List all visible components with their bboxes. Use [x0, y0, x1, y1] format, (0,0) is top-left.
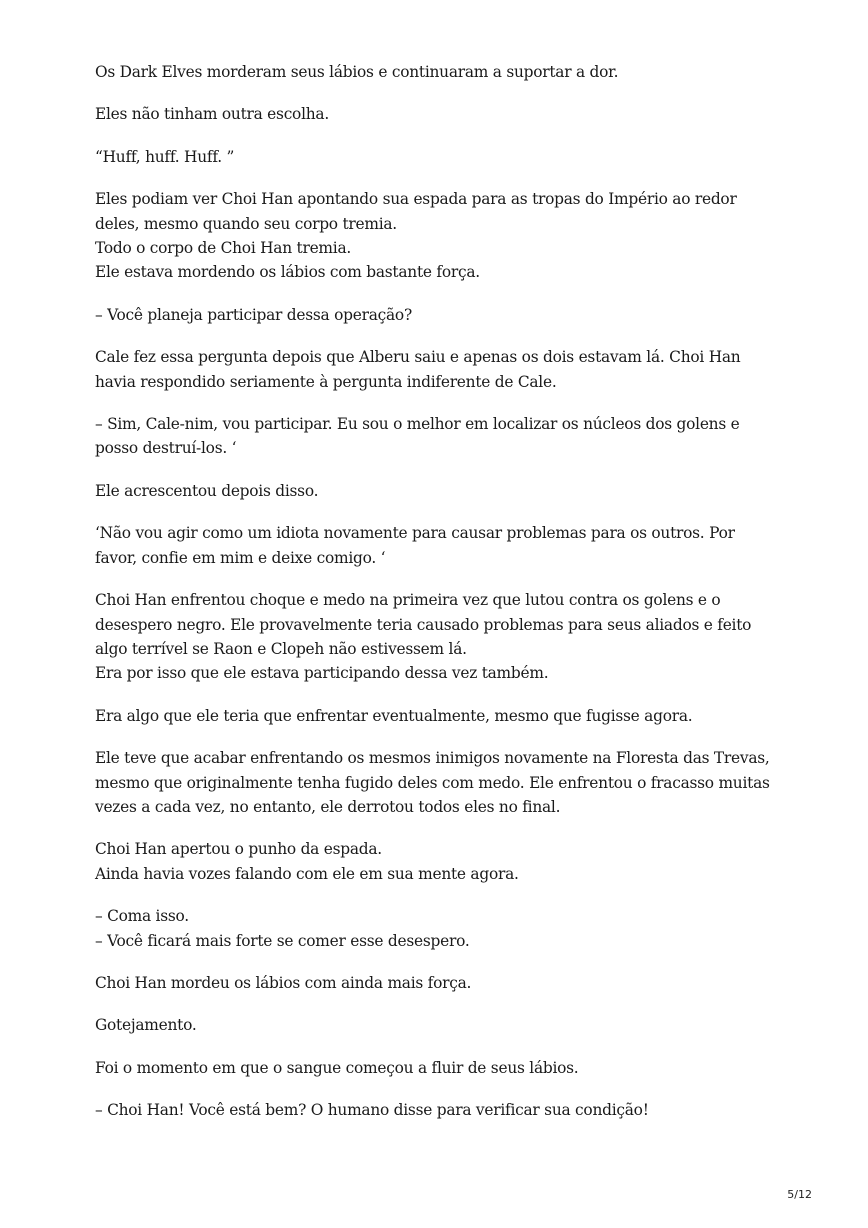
text-line: Choi Han apertou o punho da espada.: [95, 840, 382, 859]
text-line: Ele acrescentou depois disso.: [95, 481, 319, 500]
page-number: 5/12: [787, 1188, 812, 1201]
text-line: – Você ficará mais forte se comer esse desespero.: [95, 931, 470, 950]
paragraph: [95, 521, 795, 570]
document-body: [95, 60, 795, 1141]
text-line: Ainda havia vozes falando com ele em sua mente agora.: [95, 864, 519, 883]
text-line: Ele teve que acabar enfrentando os mesmos inimigos novamente na Floresta das Trevas,: [95, 749, 770, 768]
text-line: havia respondido seriamente à pergunta indiferente de Cale.: [95, 372, 557, 391]
text-line: mesmo que originalmente tenha fugido deles com medo. Ele enfrentou o fracasso muitas: [95, 773, 770, 792]
text-line: Choi Han mordeu os lábios com ainda mais força.: [95, 973, 472, 992]
text-line: Era algo que ele teria que enfrentar eventualmente, mesmo que fugisse agora.: [95, 706, 693, 725]
text-line: Era por isso que ele estava participando dessa vez também.: [95, 664, 549, 683]
text-line: – Você planeja participar dessa operação?: [95, 305, 412, 324]
paragraph: [95, 102, 795, 126]
paragraph: [95, 971, 795, 995]
paragraph: [95, 60, 795, 84]
text-line: algo terrível se Raon e Clopeh não estivessem lá.: [95, 639, 467, 658]
text-line: posso destruí-los. ‘: [95, 439, 237, 458]
paragraph: [95, 412, 795, 461]
text-line: Os Dark Elves morderam seus lábios e continuaram a suportar a dor.: [95, 63, 619, 81]
paragraph: [95, 704, 795, 728]
paragraph: [95, 345, 795, 394]
paragraph: [95, 746, 795, 819]
text-line: Eles podiam ver Choi Han apontando sua espada para as tropas do Império ao redor: [95, 190, 737, 209]
text-line: Foi o momento em que o sangue começou a fluir de seus lábios.: [95, 1058, 579, 1077]
paragraph: [95, 479, 795, 503]
text-line: Todo o corpo de Choi Han tremia.: [95, 239, 352, 258]
text-line: – Coma isso.: [95, 907, 189, 926]
paragraph: [95, 145, 795, 169]
text-line: Eles não tinham outra escolha.: [95, 105, 329, 124]
paragraph: [95, 837, 795, 886]
text-line: “Huff, huff. Huff. ”: [95, 147, 235, 166]
paragraph: [95, 1013, 795, 1037]
text-line: Cale fez essa pergunta depois que Alberu saiu e apenas os dois estavam lá. Choi Han: [95, 348, 741, 367]
text-line: Choi Han enfrentou choque e medo na primeira vez que lutou contra os golens e o: [95, 591, 721, 610]
text-line: favor, confie em mim e deixe comigo. ‘: [95, 548, 386, 567]
text-line: Ele estava mordendo os lábios com bastante força.: [95, 263, 480, 282]
text-line: deles, mesmo quando seu corpo tremia.: [95, 214, 397, 233]
paragraph: [95, 187, 795, 285]
text-line: desespero negro. Ele provavelmente teria causado problemas para seus aliados e feito: [95, 615, 752, 634]
text-line: vezes a cada vez, no entanto, ele derrotou todos eles no final.: [95, 797, 561, 816]
text-line: – Sim, Cale-nim, vou participar. Eu sou o melhor em localizar os núcleos dos golens e: [95, 415, 740, 434]
paragraph: [95, 303, 795, 327]
text-line: – Choi Han! Você está bem? O humano disse para verificar sua condição!: [95, 1101, 649, 1120]
text-line: ‘Não vou agir como um idiota novamente para causar problemas para os outros. Por: [95, 524, 735, 543]
text-line: Gotejamento.: [95, 1016, 197, 1035]
paragraph: [95, 1098, 795, 1122]
paragraph: [95, 1056, 795, 1080]
paragraph: [95, 904, 795, 953]
paragraph: [95, 588, 795, 686]
